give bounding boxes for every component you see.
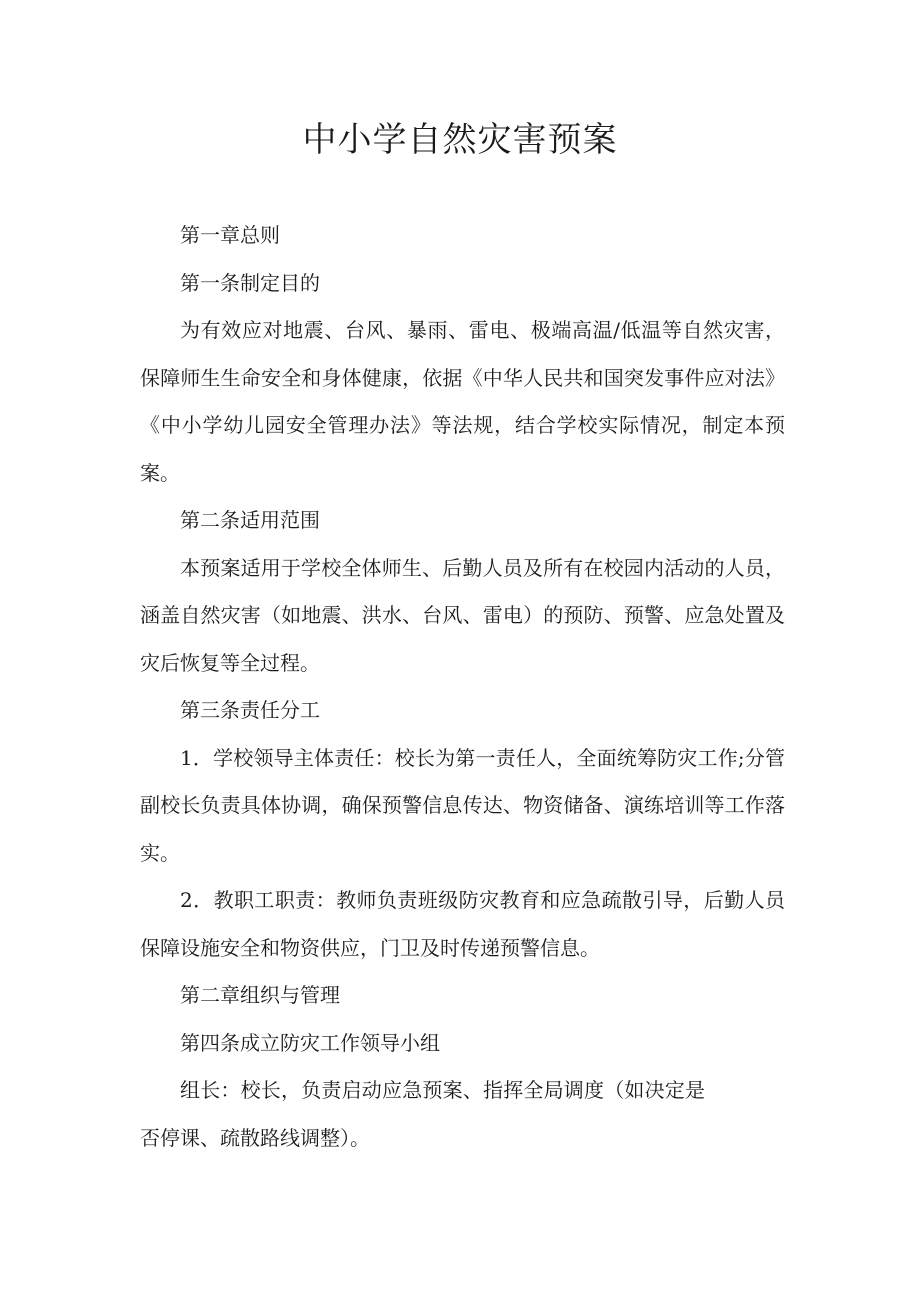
body-paragraph: 1．学校领导主体责任：校长为第一责任人，全面统筹防灾工作;分管副校长负责具体协调，确保预警信息传达、物资储备、演练培训等工作落实。 [140, 745, 785, 865]
document-body [140, 212, 785, 1162]
chapter-heading: 第一章总则 [180, 223, 280, 247]
article-heading: 第二条适用范围 [180, 508, 320, 532]
body-paragraph: 本预案适用于学校全体师生、后勤人员及所有在校园内活动的人员，涵盖自然灾害（如地震、洪水、台风、雷电）的预防、预警、应急处置及灾后恢复等全过程。 [140, 555, 785, 675]
article-heading: 第三条责任分工 [180, 698, 320, 722]
document-title: 中小学自然灾害预案 [302, 120, 618, 160]
article-heading: 第四条成立防灾工作领导小组 [180, 1030, 440, 1055]
body-paragraph: 组长：校长，负责启动应急预案、指挥全局调度（如决定是否停课、疏散路线调整）。 [140, 1078, 705, 1150]
article-heading: 第一条制定目的 [180, 270, 320, 295]
chapter-heading: 第二章组织与管理 [180, 983, 340, 1007]
body-paragraph: 2．教职工职责：教师负责班级防灾教育和应急疏散引导，后勤人员保障设施安全和物资供应，门卫及时传递预警信息。 [140, 888, 785, 960]
body-paragraph: 为有效应对地震、台风、暴雨、雷电、极端高温/低温等自然灾害，保障师生生命安全和身体健康，依据《中华人民共和国突发事件应对法》《中小学幼儿园安全管理办法》等法规，结合学校实际情况，制定本预案。 [140, 318, 785, 485]
